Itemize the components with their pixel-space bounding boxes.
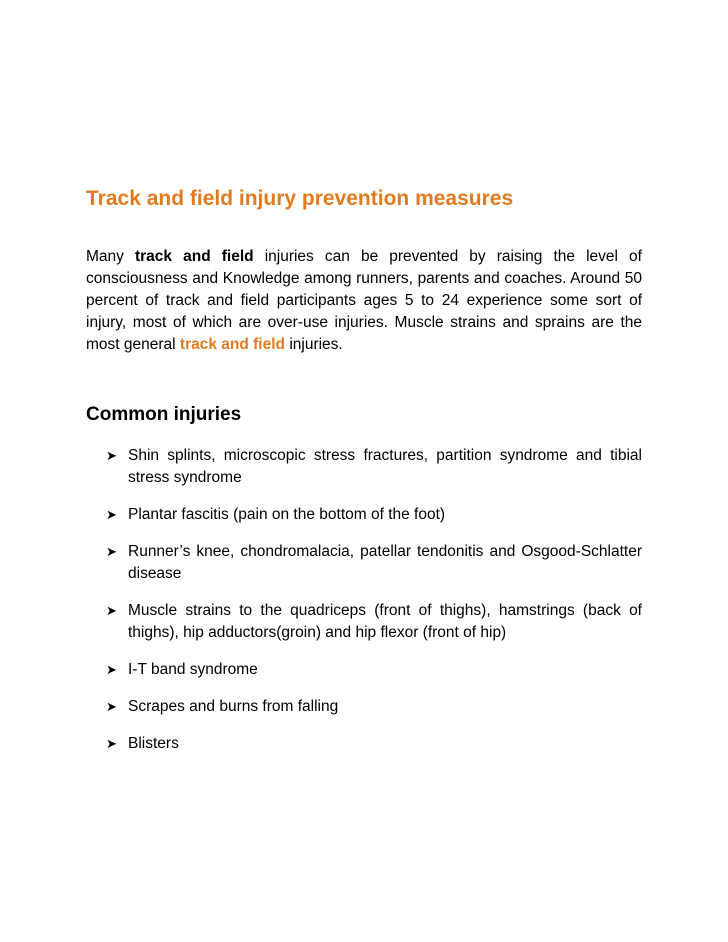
arrow-bullet-icon: ➤ bbox=[106, 448, 117, 463]
arrow-bullet-icon: ➤ bbox=[106, 507, 117, 522]
list-item-text: I-T band syndrome bbox=[128, 661, 258, 678]
arrow-bullet-icon: ➤ bbox=[106, 662, 117, 677]
intro-text-3: injuries. bbox=[285, 336, 343, 353]
list-item bbox=[104, 504, 642, 526]
arrow-bullet-icon: ➤ bbox=[106, 699, 117, 714]
list-item-text: Blisters bbox=[128, 735, 179, 752]
list-item-text: Muscle strains to the quadriceps (front of thighs), hamstrings (back of thighs), hip adductors(groin) and hip flexor (front of hip) bbox=[128, 602, 642, 641]
injury-list bbox=[104, 445, 642, 770]
list-item-text: Runner’s knee, chondromalacia, patellar tendonitis and Osgood-Schlatter disease bbox=[128, 543, 642, 582]
list-item bbox=[104, 445, 642, 489]
list-item bbox=[104, 733, 642, 755]
intro-text-1: Many bbox=[86, 248, 135, 265]
list-item bbox=[104, 600, 642, 644]
arrow-bullet-icon: ➤ bbox=[106, 544, 117, 559]
arrow-bullet-icon: ➤ bbox=[106, 603, 117, 618]
list-item-text: Shin splints, microscopic stress fractures, partition syndrome and tibial stress syndrome bbox=[128, 447, 642, 486]
intro-bold-term: track and field bbox=[134, 248, 254, 265]
document-title: Track and field injury prevention measures bbox=[86, 187, 514, 210]
list-item bbox=[104, 541, 642, 585]
intro-paragraph bbox=[86, 246, 642, 356]
section-heading-common-injuries: Common injuries bbox=[86, 404, 242, 425]
list-item bbox=[104, 696, 642, 718]
intro-text-2: injuries can be prevented by raising the level of consciousness and Knowledge among runners, parents and coaches. Around 50 percent of track and field participants ages 5 to 24 experience some sort of injury, most of which are over-use injuries. Muscle strains and sprains are the most general bbox=[86, 248, 642, 353]
list-item bbox=[104, 659, 642, 681]
list-item-text: Scrapes and burns from falling bbox=[128, 698, 339, 715]
intro-highlight-term: track and field bbox=[179, 336, 286, 353]
arrow-bullet-icon: ➤ bbox=[106, 736, 117, 751]
list-item-text: Plantar fascitis (pain on the bottom of the foot) bbox=[128, 506, 446, 523]
